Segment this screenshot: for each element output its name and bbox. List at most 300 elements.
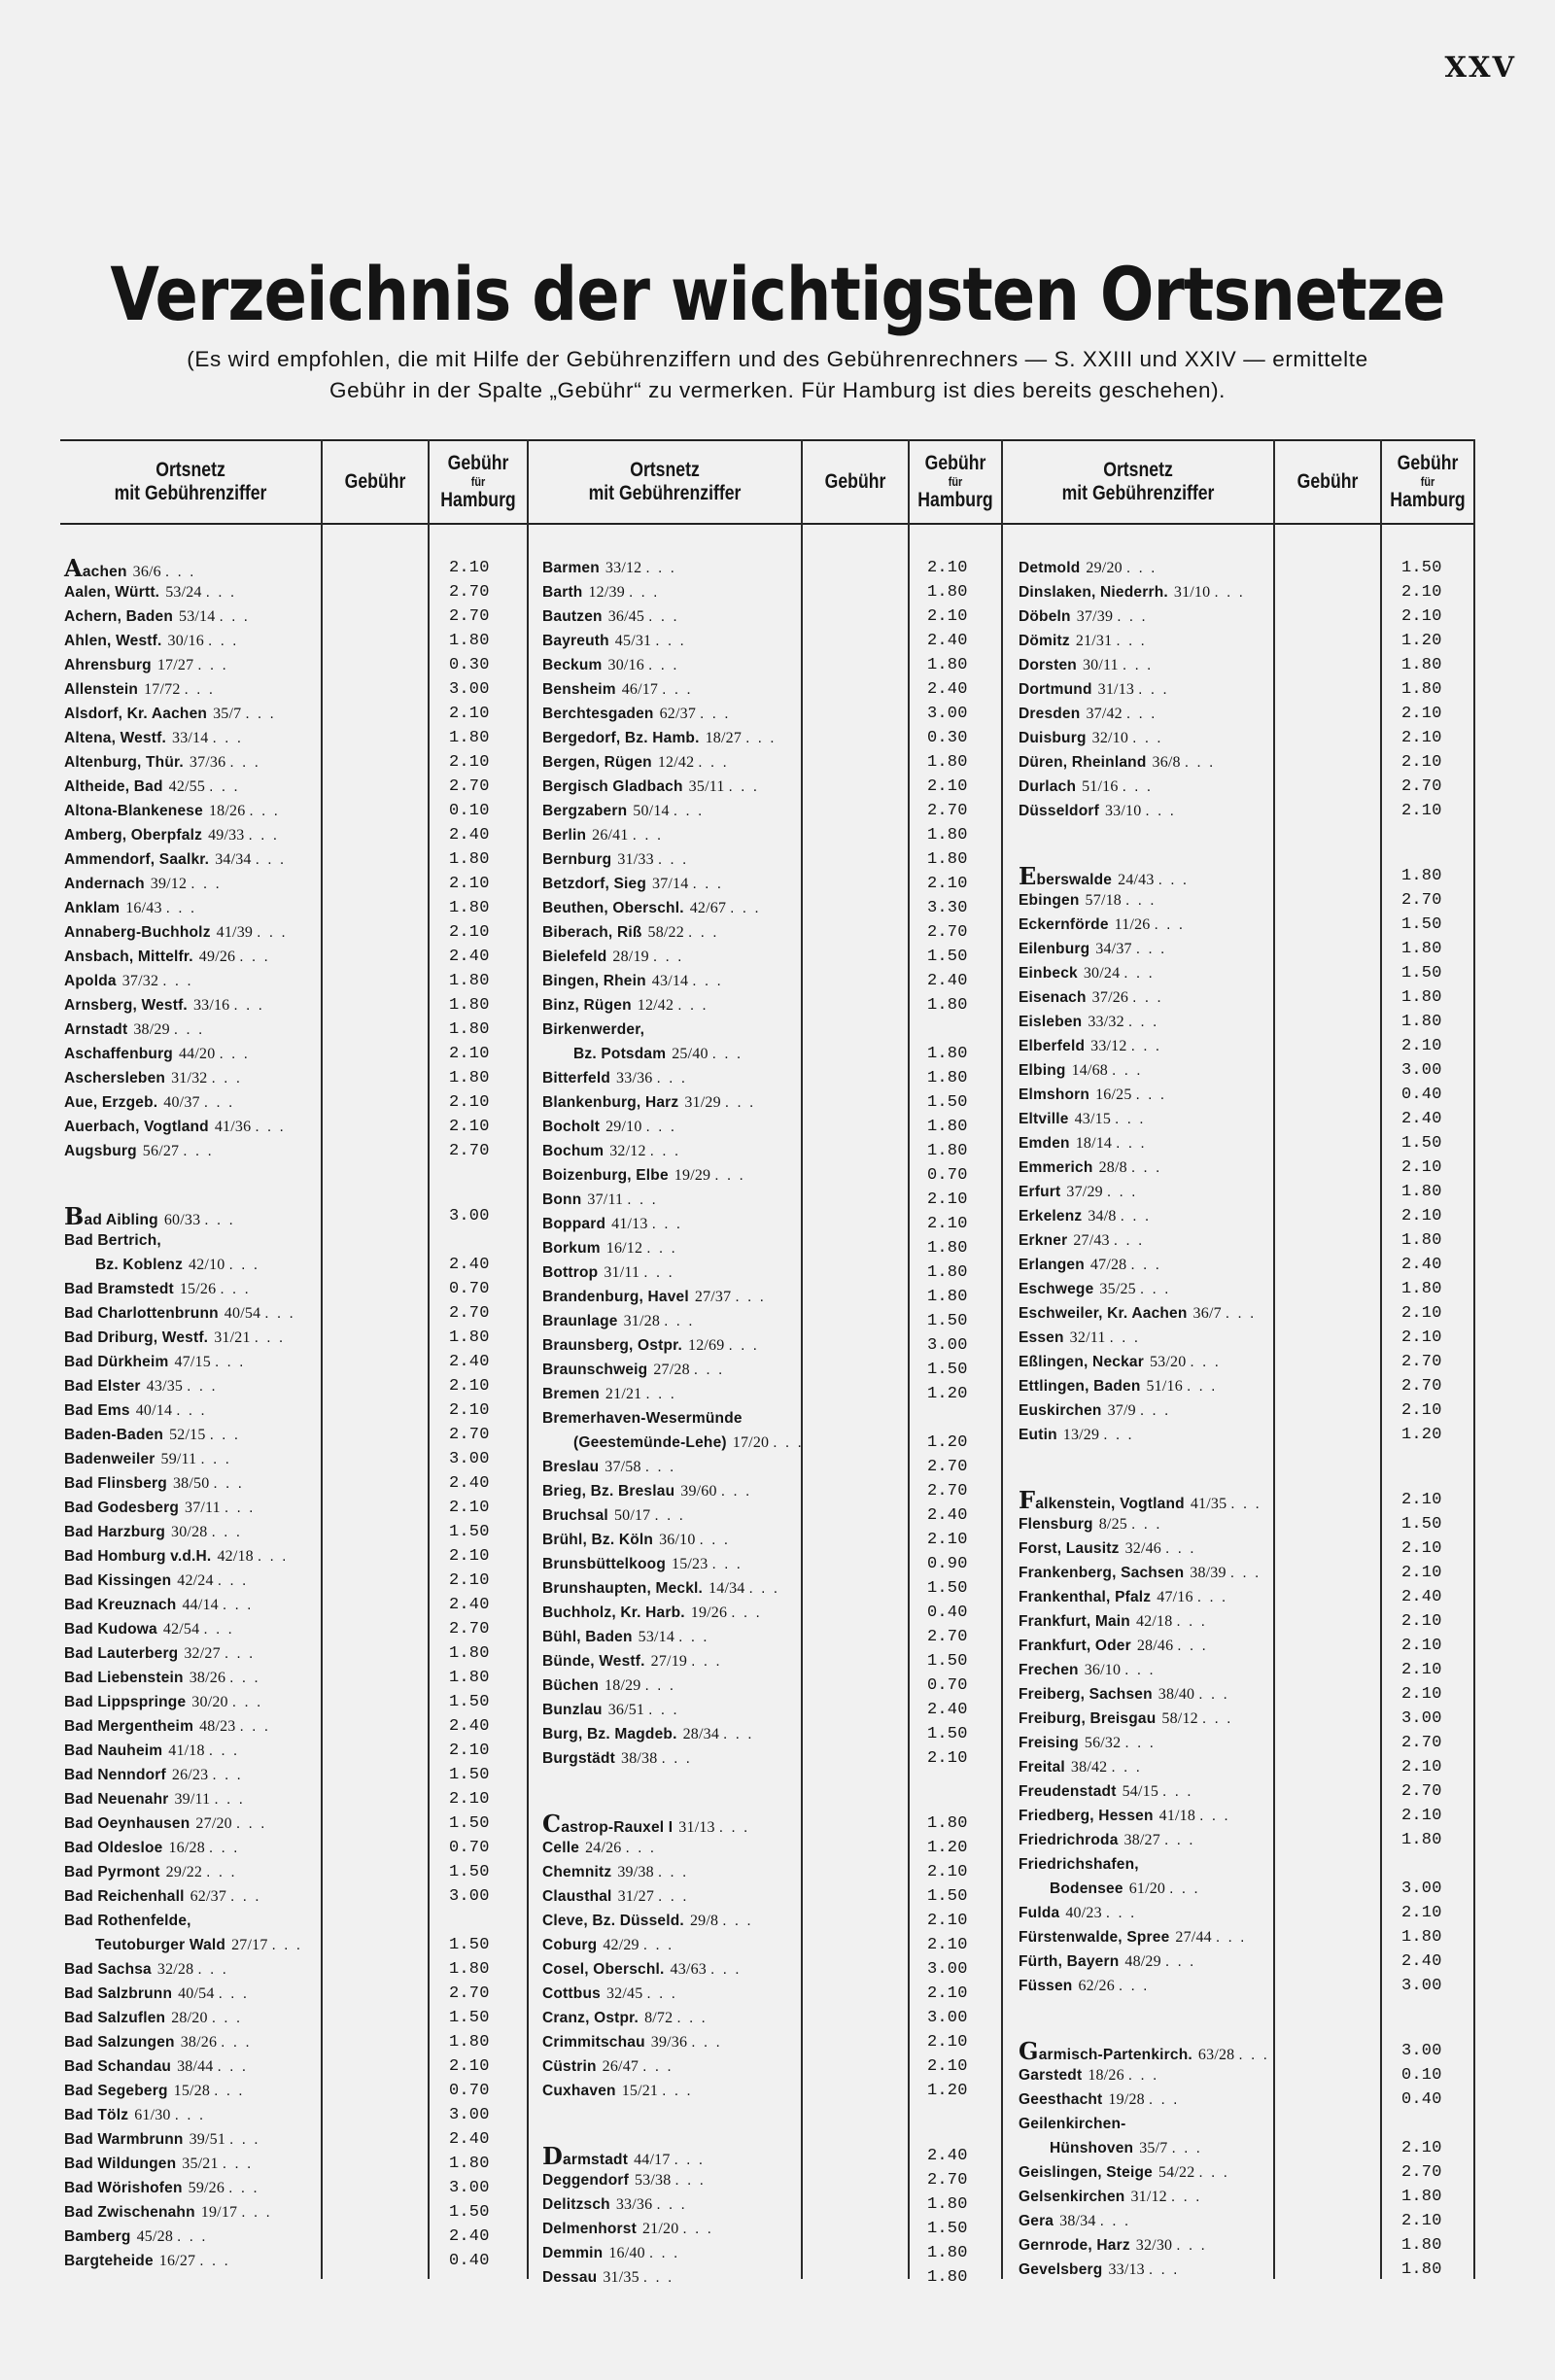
leader-dots: . . . (698, 754, 729, 771)
leader-dots: . . . (229, 1670, 260, 1686)
table-row (64, 750, 521, 775)
ortsnetz-name (1019, 1180, 1137, 1204)
place-name: Emden (1019, 1135, 1070, 1152)
table-row (64, 1569, 521, 1593)
place-name: Anklam (64, 900, 121, 916)
leader-dots: . . . (1176, 2237, 1207, 2254)
hamburg-fee: 2.10 (449, 753, 490, 772)
table-row (1019, 2087, 1473, 2112)
leader-dots: . . . (208, 1840, 240, 1856)
ortsnetz-name (542, 2217, 713, 2241)
ortsnetz-name (1019, 2258, 1179, 2282)
hamburg-fee: 1.80 (1401, 2236, 1442, 2255)
place-name: Freising (1019, 1735, 1079, 1751)
hamburg-fee: 2.10 (1401, 705, 1442, 723)
place-name: Boppard (542, 1216, 606, 1232)
ortsnetz-name (1019, 1010, 1158, 1034)
place-name: Frechen (1019, 1662, 1079, 1678)
hamburg-fee: 3.00 (449, 680, 490, 699)
place-name: Flensburg (1019, 1516, 1093, 1533)
place-name: Delitzsch (542, 2196, 610, 2213)
initial-letter: B (64, 1202, 85, 1230)
fee-code: 42/67 (689, 900, 727, 916)
place-name: Bad Segeberg (64, 2083, 168, 2099)
place-name-rest: armstadt (563, 2152, 629, 2168)
ortsnetz-name (542, 2168, 706, 2192)
leader-dots: . . . (645, 560, 676, 576)
table-row (1019, 1707, 1473, 1731)
place-name: Erkelenz (1019, 1208, 1083, 1224)
table-row (542, 1042, 999, 1066)
fee-code: 31/12 (1130, 2189, 1167, 2205)
table-row (1019, 1180, 1473, 1204)
fee-code: 32/46 (1124, 1540, 1162, 1557)
table-row (64, 2103, 521, 2127)
ortsnetz-name (64, 2103, 205, 2127)
hamburg-fee: 2.10 (927, 607, 968, 626)
place-name: Achern, Baden (64, 608, 173, 625)
leader-dots: . . . (720, 1483, 752, 1500)
table-row (542, 1722, 999, 1746)
leader-dots: . . . (674, 2172, 706, 2189)
fee-code: 42/54 (162, 1621, 200, 1638)
fee-code: 35/11 (688, 778, 725, 795)
place-name: Fürstenwalde, Spree (1019, 1929, 1170, 1946)
place-name: Cottbus (542, 1985, 601, 2002)
fee-code: 38/26 (189, 1670, 226, 1686)
place-name: Brühl, Bz. Köln (542, 1532, 654, 1548)
leader-dots: . . . (255, 1119, 286, 1135)
fee-code: 32/27 (184, 1645, 221, 1662)
fee-code: 33/12 (605, 560, 642, 576)
fee-code: 36/45 (607, 608, 645, 625)
table-row (64, 556, 521, 580)
leader-dots: . . . (1132, 989, 1163, 1006)
place-name: Bargteheide (64, 2253, 154, 2269)
place-name: Bottrop (542, 1264, 599, 1281)
ortsnetz-name (64, 2176, 259, 2200)
place-name: Fulda (1019, 1905, 1060, 1921)
table-row (64, 1277, 521, 1301)
fee-code: 18/27 (705, 730, 743, 746)
leader-dots: . . . (1120, 1208, 1152, 1224)
table-row (64, 2079, 521, 2103)
leader-dots: . . . (711, 1046, 743, 1062)
fee-code: 34/34 (215, 851, 252, 868)
leader-dots: . . . (1184, 754, 1216, 771)
header-hamburg-line2: für (470, 474, 486, 489)
table-row (64, 1374, 521, 1398)
hamburg-fee: 1.50 (927, 2220, 968, 2238)
hamburg-fee: 3.00 (1401, 1061, 1442, 1080)
table-row (542, 920, 999, 945)
fee-code: 42/18 (1135, 1613, 1173, 1630)
ortsnetz-name (95, 1933, 302, 1957)
fee-code: 39/36 (650, 2034, 688, 2051)
hamburg-fee: 0.70 (927, 1166, 968, 1185)
place-name: Bad Kreuznach (64, 1597, 177, 1613)
ortsnetz-name (1019, 1974, 1149, 1998)
fee-code: 36/51 (607, 1702, 645, 1718)
fee-code: 32/12 (609, 1143, 646, 1159)
table-row (542, 1528, 999, 1552)
table-row (1019, 604, 1473, 629)
leader-dots: . . . (183, 1143, 214, 1159)
place-name: Eltville (1019, 1111, 1069, 1127)
ortsnetz-name (542, 1406, 743, 1431)
table-row (1019, 677, 1473, 702)
place-name: Bad Bertrich, (64, 1232, 161, 1249)
ortsnetz-name (64, 580, 236, 604)
fee-code: 29/22 (165, 1864, 203, 1880)
place-name: Bitterfeld (542, 1070, 611, 1087)
table-row (64, 1957, 521, 1982)
hamburg-fee: 2.40 (1401, 1952, 1442, 1971)
fee-code: 30/20 (191, 1694, 228, 1710)
hamburg-fee: 1.80 (449, 2033, 490, 2052)
fee-code: 43/35 (146, 1378, 184, 1395)
table-row (1019, 775, 1473, 799)
fee-code: 44/14 (182, 1597, 219, 1613)
ortsnetz-name (1050, 2136, 1202, 2160)
table-row (1019, 1755, 1473, 1779)
hamburg-fee: 2.10 (927, 559, 968, 577)
place-name: Erkner (1019, 1232, 1068, 1249)
initial-letter: E (1019, 862, 1037, 890)
fee-code: 25/40 (672, 1046, 708, 1062)
table-row (542, 1163, 999, 1188)
place-name: Bergzabern (542, 803, 628, 819)
place-name: Euskirchen (1019, 1402, 1102, 1419)
table-row (64, 847, 521, 872)
table-row (64, 2152, 521, 2176)
table-row (1019, 1156, 1473, 1180)
place-name: Buchholz, Kr. Harb. (542, 1604, 685, 1621)
place-name: Bensheim (542, 681, 616, 698)
ortsnetz-name (1019, 677, 1169, 702)
ortsnetz-name (64, 2030, 252, 2054)
table-row (1019, 1253, 1473, 1277)
hamburg-fee: 2.10 (449, 2057, 490, 2076)
place-name: Geislingen, Steige (1019, 2164, 1153, 2181)
fee-code: 37/9 (1107, 1402, 1136, 1419)
fee-code: 40/14 (135, 1402, 173, 1419)
place-name: Braunschweig (542, 1362, 648, 1378)
hamburg-fee: 2.10 (449, 1045, 490, 1063)
hamburg-fee: 2.40 (927, 972, 968, 990)
place-name-rest: achen (82, 564, 127, 580)
place-name: Altenburg, Thür. (64, 754, 184, 771)
ortsnetz-name (64, 2079, 245, 2103)
table-row (1019, 1536, 1473, 1561)
fee-code: 12/39 (588, 584, 625, 601)
leader-dots: . . . (1139, 1281, 1171, 1297)
table-row (542, 1188, 999, 1212)
ortsnetz-name (1019, 1707, 1232, 1731)
place-name: Frankfurt, Main (1019, 1613, 1130, 1630)
ortsnetz-name (542, 2054, 674, 2079)
place-name: Deggendorf (542, 2172, 629, 2189)
place-name: Bernburg (542, 851, 612, 868)
ortsnetz-name (64, 2249, 230, 2273)
ortsnetz-name (1019, 1228, 1144, 1253)
table-row (64, 1447, 521, 1471)
table-row (64, 1496, 521, 1520)
table-row (1019, 556, 1473, 580)
ortsnetz-name (64, 969, 193, 993)
hamburg-fee: 2.10 (449, 1499, 490, 1517)
table-row (1019, 1512, 1473, 1536)
ortsnetz-name (1019, 1277, 1170, 1301)
ortsnetz-name (542, 823, 663, 847)
place-name: Bz. Potsdam (573, 1046, 667, 1062)
fee-code: 37/11 (185, 1500, 221, 1516)
place-name: Eßlingen, Neckar (1019, 1354, 1144, 1370)
header-ortsnetz (81, 441, 299, 523)
fee-code: 18/26 (1088, 2067, 1124, 2084)
table-row (542, 629, 999, 653)
table-row (64, 1714, 521, 1739)
fee-code: 36/10 (659, 1532, 696, 1548)
leader-dots: . . . (162, 973, 193, 989)
place-name: Geesthacht (1019, 2091, 1103, 2108)
fee-code: 28/19 (612, 949, 649, 965)
fee-code: 43/15 (1074, 1111, 1112, 1127)
ortsnetz-name (542, 1836, 656, 1860)
ortsnetz-name (542, 2241, 679, 2265)
ortsnetz-name (64, 1714, 270, 1739)
leader-dots: . . . (1148, 2261, 1180, 2278)
hamburg-fee: 2.40 (449, 948, 490, 966)
fee-code: 37/42 (1086, 706, 1123, 722)
ortsnetz-name (1019, 913, 1185, 937)
hamburg-fee: 2.40 (449, 826, 490, 845)
row-spacer (64, 1163, 521, 1204)
hamburg-fee: 2.10 (927, 2057, 968, 2076)
hamburg-fee: 2.70 (927, 2171, 968, 2190)
fee-code: 42/10 (189, 1257, 225, 1273)
table-row (1019, 2112, 1473, 2136)
leader-dots: . . . (691, 2034, 722, 2051)
table-row (542, 872, 999, 896)
ortsnetz-name (64, 1374, 218, 1398)
table-row (64, 823, 521, 847)
table-row (542, 2144, 999, 2168)
leader-dots: . . . (662, 2083, 693, 2099)
place-name: Beuthen, Oberschl. (542, 900, 684, 916)
hamburg-fee: 2.10 (1401, 1037, 1442, 1055)
place-name: Duisburg (1019, 730, 1087, 746)
fee-code: 31/35 (603, 2269, 639, 2286)
fee-code: 31/27 (617, 1888, 655, 1905)
table-row (542, 823, 999, 847)
table-row (542, 1957, 999, 1982)
fee-code: 30/28 (171, 1524, 208, 1540)
table-row (64, 1253, 521, 1277)
hamburg-fee: 2.10 (927, 1190, 968, 1209)
place-name: Eckernförde (1019, 916, 1109, 933)
hamburg-fee: 2.70 (927, 923, 968, 942)
place-name: Brandenburg, Havel (542, 1289, 689, 1305)
fee-code: 16/27 (158, 2253, 196, 2269)
leader-dots: . . . (229, 2131, 260, 2148)
hamburg-fee: 2.10 (449, 559, 490, 577)
leader-dots: . . . (745, 730, 777, 746)
ortsnetz-name (1019, 1609, 1207, 1634)
place-name: Aschersleben (64, 1070, 166, 1087)
ortsnetz-name (542, 1746, 692, 1771)
place-name (1019, 862, 1113, 890)
ortsnetz-name (1019, 629, 1147, 653)
place-name-rest: armisch-Partenkirch. (1038, 2047, 1192, 2063)
place-name: Demmin (542, 2245, 604, 2261)
table-row (542, 1552, 999, 1576)
table-row (542, 556, 999, 580)
table-row (1019, 1034, 1473, 1058)
hamburg-fee: 3.00 (927, 705, 968, 723)
table-row (542, 653, 999, 677)
leader-dots: . . . (1145, 803, 1176, 819)
ortsnetz-name (64, 1326, 285, 1350)
hamburg-fee: 1.80 (449, 972, 490, 990)
table-row (542, 1576, 999, 1601)
place-name: Bad Salzbrunn (64, 1985, 173, 2002)
ortsnetz-name (542, 993, 708, 1018)
hamburg-fee: 1.80 (449, 1020, 490, 1039)
place-name: Biberach, Riß (542, 924, 642, 941)
fee-code: 41/35 (1190, 1496, 1227, 1512)
hamburg-fee: 0.70 (927, 1676, 968, 1695)
hamburg-fee: 1.80 (449, 1960, 490, 1979)
fee-code: 54/22 (1158, 2164, 1195, 2181)
place-name: Betzdorf, Sieg (542, 876, 647, 892)
hamburg-fee: 3.00 (927, 1960, 968, 1979)
ortsnetz-name (542, 1625, 709, 1649)
fee-code: 31/28 (623, 1313, 661, 1329)
place-name: Bad Nauheim (64, 1742, 163, 1759)
table-row (1019, 702, 1473, 726)
fee-code: 27/28 (653, 1362, 690, 1378)
place-name: Hünshoven (1050, 2140, 1134, 2156)
ortsnetz-name (542, 1673, 675, 1698)
place-name: Binz, Rügen (542, 997, 632, 1014)
leader-dots: . . . (197, 657, 228, 673)
place-name: Freiberg, Sachsen (1019, 1686, 1153, 1703)
table-column-3 (1019, 556, 1473, 2282)
table-row (1019, 1585, 1473, 1609)
fee-code: 56/27 (142, 1143, 180, 1159)
table-row (1019, 1609, 1473, 1634)
fee-code: 32/45 (605, 1985, 643, 2002)
ortsnetz-name (542, 1933, 674, 1957)
hamburg-fee: 1.80 (449, 1328, 490, 1347)
table-row (1019, 985, 1473, 1010)
place-name: Bamberg (64, 2228, 131, 2245)
subtitle-line-2: Gebühr in der Spalte „Gebühr“ zu vermerken. Für Hamburg ist dies bereits geschehen). (328, 378, 1227, 402)
hamburg-fee: 2.10 (1401, 753, 1442, 772)
hamburg-fee: 0.30 (927, 729, 968, 747)
leader-dots: . . . (644, 1459, 676, 1475)
ortsnetz-name (542, 945, 683, 969)
hamburg-fee: 1.80 (1401, 2188, 1442, 2206)
hamburg-fee: 2.70 (927, 1458, 968, 1476)
leader-dots: . . . (644, 1677, 676, 1694)
hamburg-fee: 1.80 (927, 2244, 968, 2262)
fee-code: 60/33 (163, 1212, 201, 1228)
fee-code: 31/33 (617, 851, 654, 868)
place-name: Arnstadt (64, 1021, 128, 1038)
hamburg-fee: 2.10 (449, 875, 490, 893)
place-name: Allenstein (64, 681, 139, 698)
table-row (542, 580, 999, 604)
leader-dots: . . . (1103, 1427, 1134, 1443)
fee-code: 32/11 (1069, 1329, 1106, 1346)
leader-dots: . . . (656, 2196, 687, 2213)
ortsnetz-name (542, 1139, 680, 1163)
table-row (1019, 1301, 1473, 1326)
table-row (542, 1090, 999, 1115)
place-name: Bad Schandau (64, 2058, 172, 2075)
leader-dots: . . . (222, 2156, 254, 2172)
place-name: Elberfeld (1019, 1038, 1086, 1054)
ortsnetz-name (1019, 2185, 1201, 2209)
hamburg-fee: 1.50 (449, 1814, 490, 1833)
hamburg-fee: 1.50 (449, 2009, 490, 2027)
header-hamburg (917, 441, 994, 523)
hamburg-fee: 2.70 (449, 1984, 490, 2003)
ortsnetz-name (1019, 1374, 1217, 1398)
column-divider (527, 439, 529, 2279)
hamburg-fee: 2.10 (449, 1093, 490, 1112)
table-row (542, 1139, 999, 1163)
hamburg-fee: 1.80 (927, 2268, 968, 2287)
leader-dots: . . . (728, 778, 760, 795)
ortsnetz-name (64, 1090, 234, 1115)
hamburg-fee: 1.80 (927, 656, 968, 674)
place-name: Brieg, Bz. Breslau (542, 1483, 675, 1500)
table-row (64, 1739, 521, 1763)
ortsnetz-name (64, 1739, 239, 1763)
place-name: Emmerich (1019, 1159, 1093, 1176)
fee-code: 21/31 (1075, 633, 1113, 649)
leader-dots: . . . (1230, 1496, 1261, 1512)
table-row (542, 1333, 999, 1358)
leader-dots: . . . (722, 1913, 753, 1929)
leader-dots: . . . (1124, 1662, 1156, 1678)
leader-dots: . . . (199, 2253, 230, 2269)
leader-dots: . . . (648, 1702, 679, 1718)
ortsnetz-name (542, 1455, 675, 1479)
place-name: Ettlingen, Baden (1019, 1378, 1141, 1395)
ortsnetz-name (1019, 1925, 1246, 1949)
place-name: Braunlage (542, 1313, 618, 1329)
ortsnetz-name (542, 1957, 742, 1982)
table-row (64, 2030, 521, 2054)
hamburg-fee: 1.50 (449, 1766, 490, 1784)
place-name: Eschwege (1019, 1281, 1094, 1297)
ortsnetz-name (1019, 1423, 1134, 1447)
fee-code: 40/54 (224, 1305, 261, 1322)
header-ortsnetz (1024, 441, 1252, 523)
table-row (64, 1641, 521, 1666)
table-row (542, 2054, 999, 2079)
fee-code: 33/10 (1104, 803, 1142, 819)
leader-dots: . . . (628, 584, 660, 601)
leader-dots: . . . (642, 2058, 674, 2075)
place-name: Bad Harzburg (64, 1524, 166, 1540)
leader-dots: . . . (209, 778, 240, 795)
initial-letter: F (1019, 1486, 1036, 1514)
